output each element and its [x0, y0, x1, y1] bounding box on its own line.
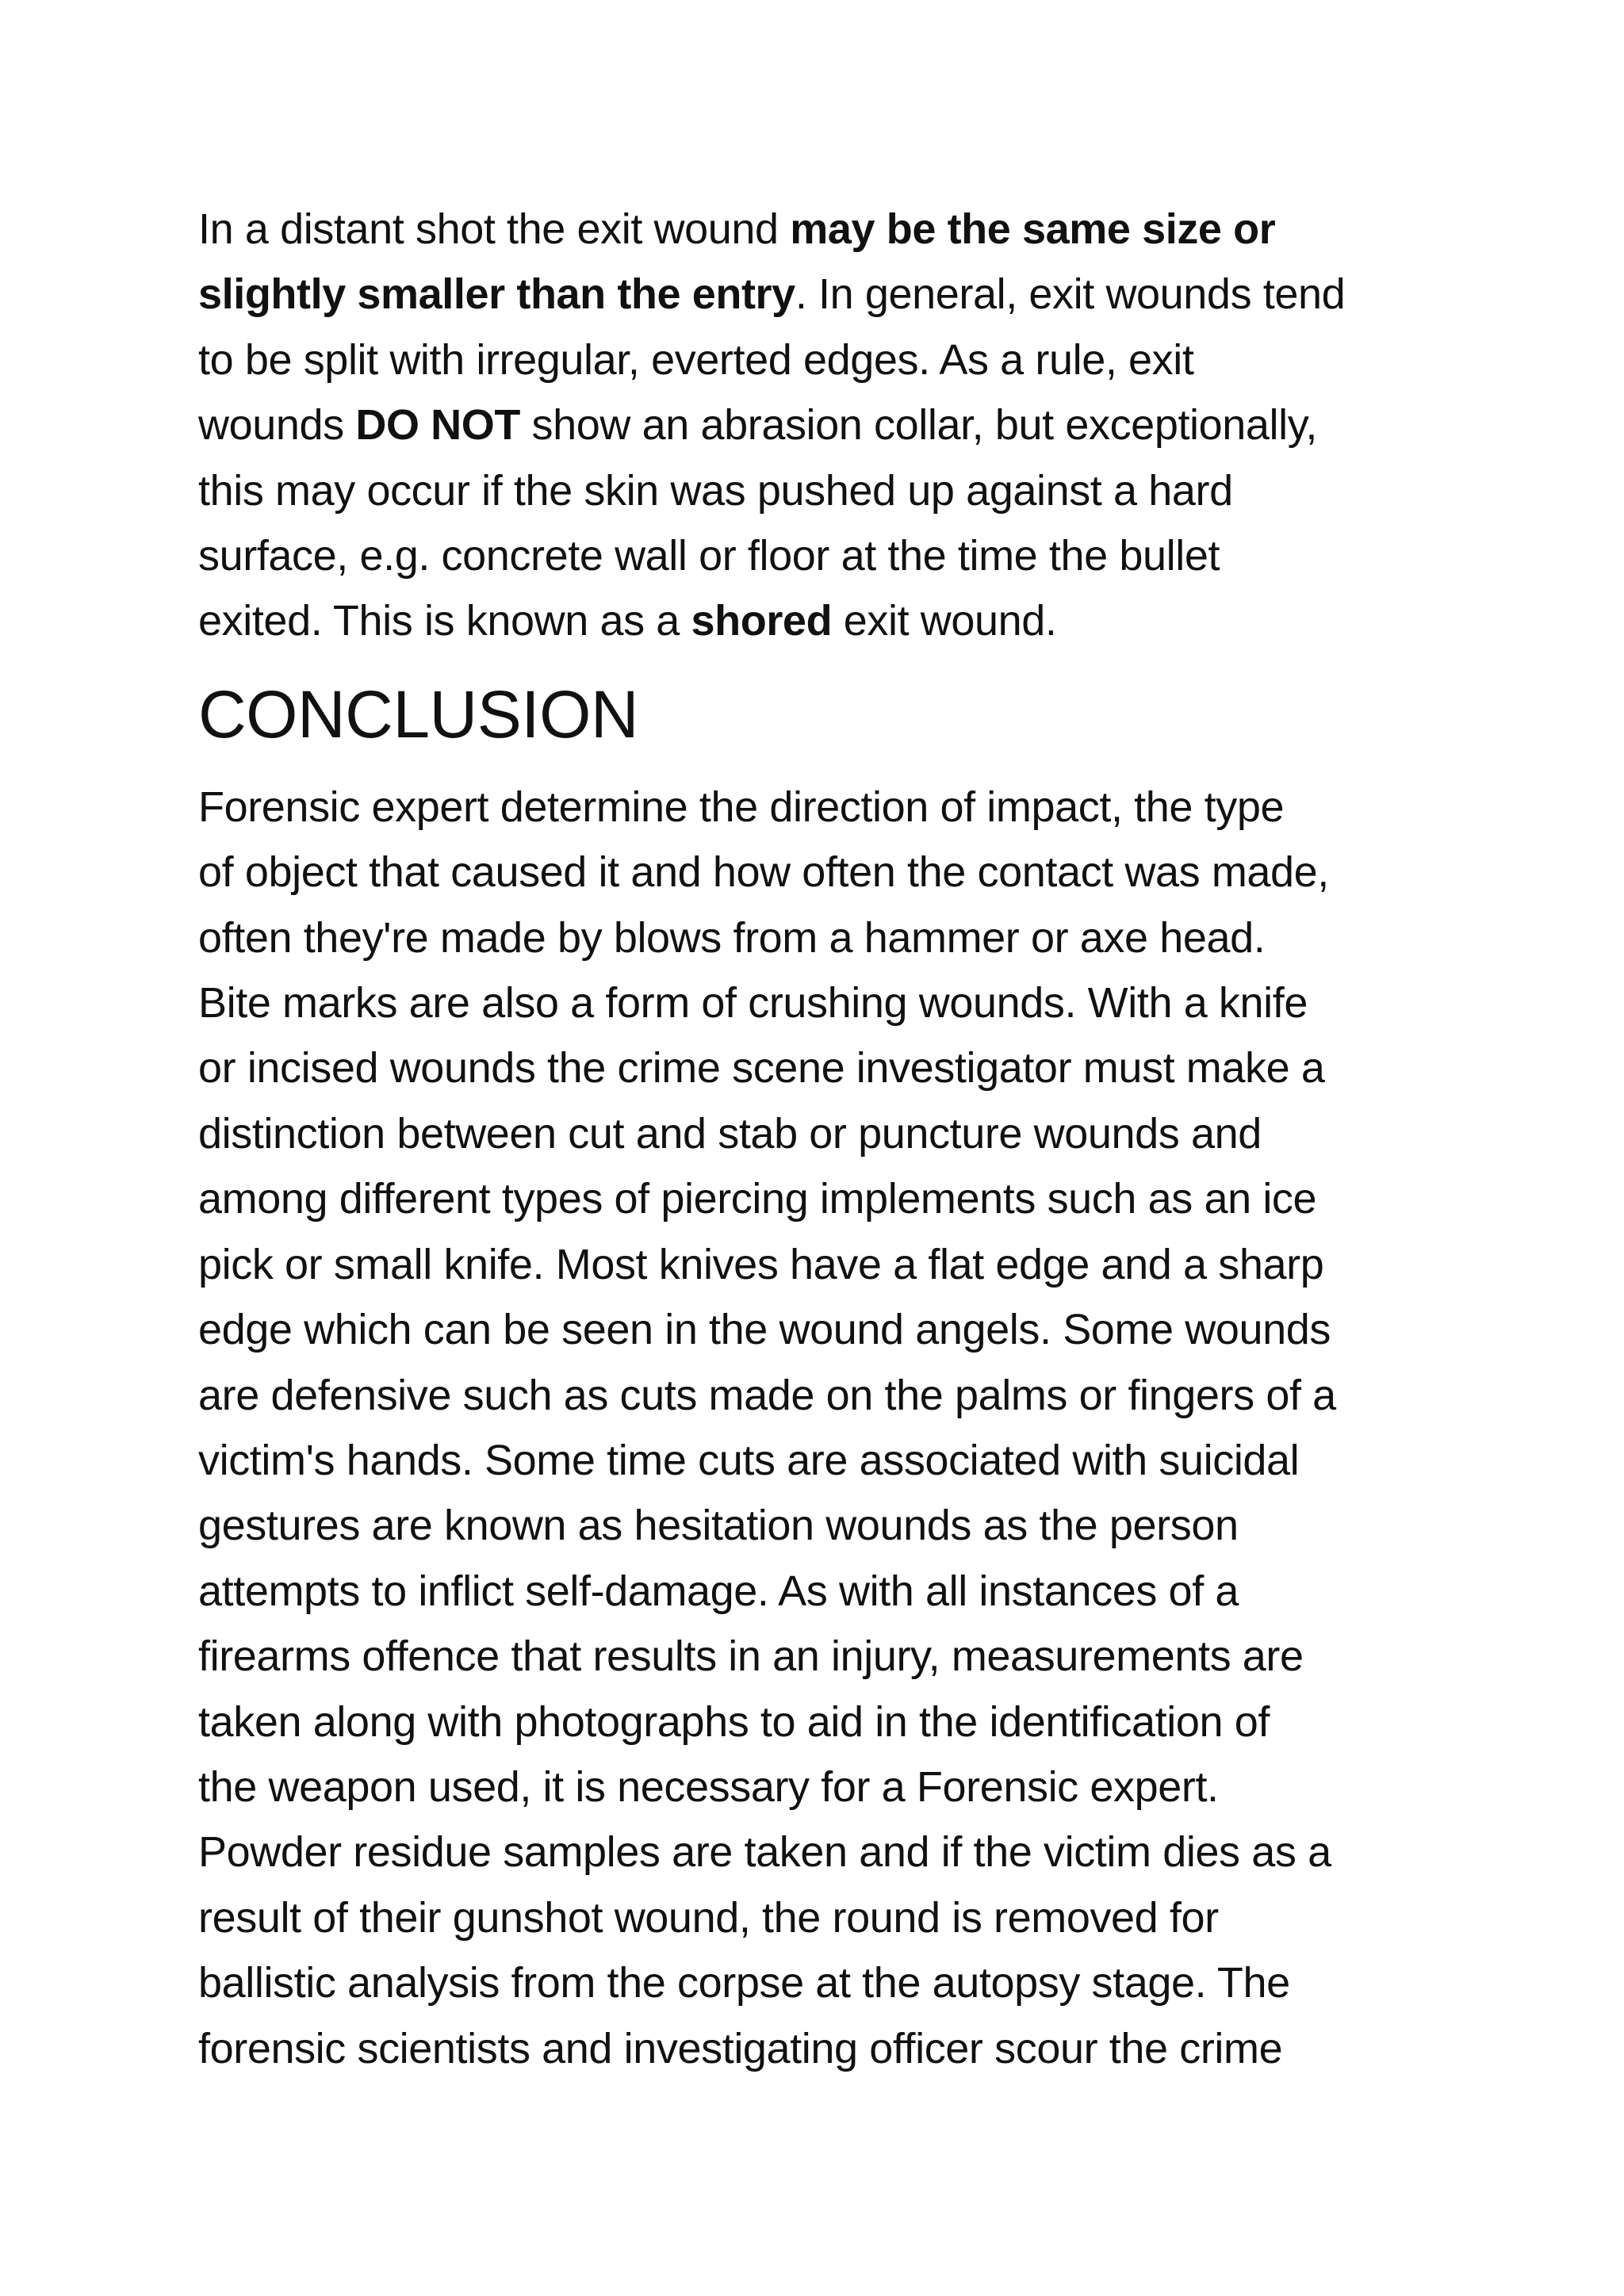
conclusion-line: gestures are known as hesitation wounds as the person — [198, 1502, 1239, 1550]
conclusion-line: are defensive such as cuts made on the palms or fingers of a — [198, 1371, 1336, 1419]
conclusion-paragraph — [198, 775, 1483, 2081]
conclusion-line: victim's hands. Some time cuts are associated with suicidal — [198, 1436, 1300, 1484]
conclusion-line: attempts to inflict self-damage. As with all instances of a — [198, 1567, 1239, 1615]
bold-text-run: shored — [691, 597, 833, 645]
text-run: exit wound. — [832, 597, 1057, 645]
intro-line — [198, 458, 1483, 523]
document-body — [198, 197, 1483, 2081]
text-run: . In general, exit wounds tend — [795, 270, 1346, 319]
intro-line — [198, 523, 1483, 588]
text-run: exited. This is known as a — [198, 597, 691, 645]
conclusion-line: pick or small knife. Most knives have a flat edge and a sharp — [198, 1240, 1324, 1288]
conclusion-line: result of their gunshot wound, the round is removed for — [198, 1893, 1219, 1942]
intro-line — [198, 197, 1483, 262]
conclusion-line: the weapon used, it is necessary for a Forensic expert. — [198, 1762, 1219, 1811]
conclusion-line: distinction between cut and stab or puncture wounds and — [198, 1109, 1262, 1158]
conclusion-line: Bite marks are also a form of crushing wounds. With a knife — [198, 979, 1308, 1027]
conclusion-line: ballistic analysis from the corpse at the autopsy stage. The — [198, 1959, 1290, 2007]
section-heading: CONCLUSION — [198, 676, 639, 752]
conclusion-line: among different types of piercing implements such as an ice — [198, 1175, 1317, 1223]
intro-paragraph — [198, 197, 1483, 654]
conclusion-line: of object that caused it and how often the contact was made, — [198, 848, 1329, 897]
text-run: surface, e.g. concrete wall or floor at the time the bullet — [198, 532, 1220, 580]
intro-line — [198, 327, 1483, 392]
conclusion-line: firearms offence that results in an injury, measurements are — [198, 1632, 1304, 1681]
conclusion-line: or incised wounds the crime scene investigator must make a — [198, 1044, 1325, 1093]
text-run: wounds — [198, 401, 356, 450]
conclusion-line: Forensic expert determine the direction of impact, the type — [198, 783, 1285, 831]
conclusion-line: taken along with photographs to aid in the identification of — [198, 1697, 1270, 1746]
intro-line — [198, 392, 1483, 457]
conclusion-line: Powder residue samples are taken and if the victim dies as a — [198, 1828, 1331, 1877]
text-run: In a distant shot the exit wound — [198, 205, 791, 253]
text-run: this may occur if the skin was pushed up against a hard — [198, 466, 1233, 515]
bold-text-run: DO NOT — [355, 401, 520, 450]
intro-line — [198, 262, 1483, 327]
bold-text-run: may be the same size or — [790, 205, 1276, 253]
bold-text-run: slightly smaller than the entry — [198, 270, 795, 319]
conclusion-line: forensic scientists and investigating officer scour the crime — [198, 2024, 1283, 2072]
text-run: show an abrasion collar, but exceptionally, — [519, 401, 1317, 450]
conclusion-line: often they're made by blows from a hammer or axe head. — [198, 913, 1266, 962]
text-run: to be split with irregular, everted edges. As a rule, exit — [198, 335, 1194, 384]
intro-line — [198, 588, 1483, 653]
conclusion-line: edge which can be seen in the wound angels. Some wounds — [198, 1306, 1331, 1354]
